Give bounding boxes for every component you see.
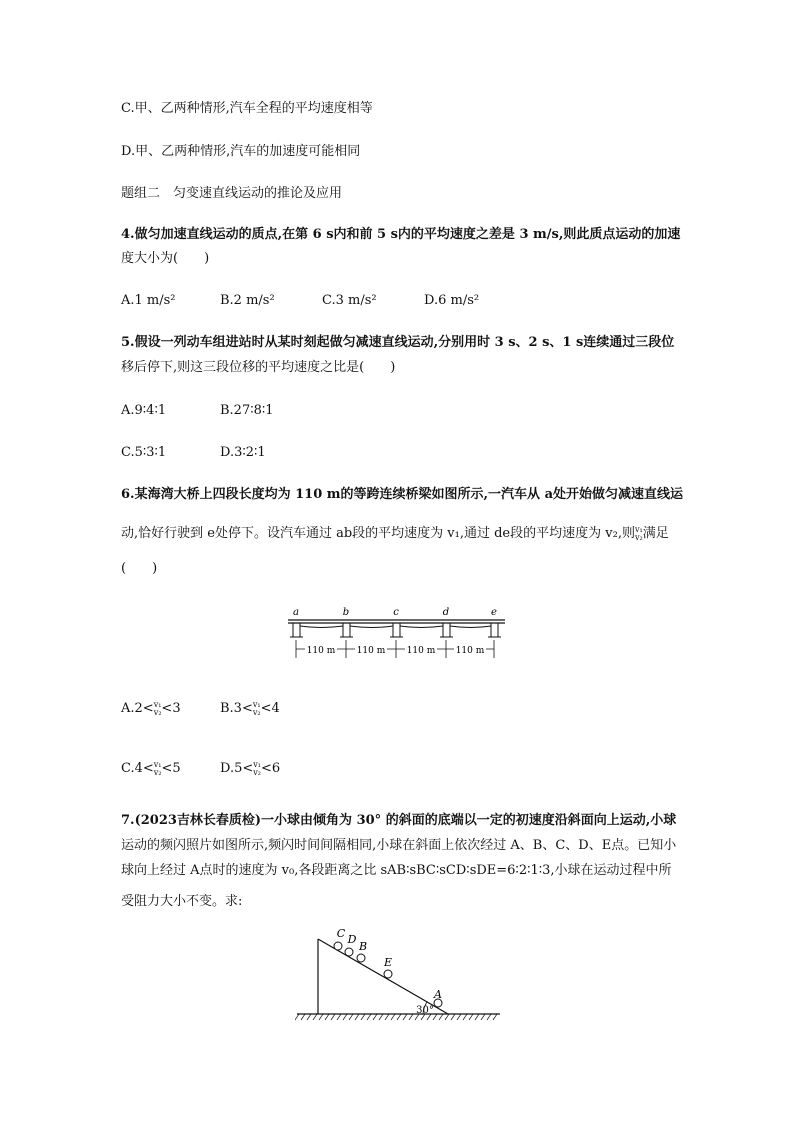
q5-option-a: A.9∶4∶1 [121,403,167,418]
fraction-denominator: v₂ [153,767,162,777]
q6-option-c-post: <5 [161,761,181,776]
fraction-numerator: v₁ [253,759,261,769]
q5-option-c: C.5∶3∶1 [121,445,167,460]
fraction-denominator: v₂ [634,532,643,542]
span-label-ab: 110 m [306,646,336,656]
q6-option-c-fraction [154,761,162,777]
q5-option-d: D.3∶2∶1 [220,445,266,460]
q7-text-2: 运动的频闪照片如图所示,频闪时间间隔相同,小球在斜面上依次经过 A、B、C、D、E点。已知小 [121,838,677,853]
fraction-numerator: v₁ [634,524,643,534]
q7-text-1: 7.(2023吉林长春质检)一小球由倾角为 30° 的斜面的底端以一定的初速度沿斜面向上运动,小球 [121,813,677,828]
q6-option-b [220,700,280,718]
option-c-q3: C.甲、乙两种情形,汽车全程的平均速度相等 [121,101,373,116]
q6-option-d-post: <6 [261,761,281,776]
q4-option-a: A.1 m/s² [121,293,176,308]
q6-option-b-fraction [253,701,261,717]
q6-text-2-pre: 动,恰好行驶到 e处停下。设汽车通过 ab段的平均速度为 v₁,通过 de段的平均速度为 v₂,则 [121,526,635,541]
q4-text-2: 度大小为( ) [121,251,210,266]
q4-option-d: D.6 m/s² [424,293,480,308]
q5-text-2: 移后停下,则这三段位移的平均速度之比是( ) [121,360,396,375]
ball-label-a: A [434,988,442,1001]
ball-label-b: B [358,940,368,953]
q6-text-2-post: 满足 [642,526,669,541]
q6-option-a-pre: A.2< [121,701,154,716]
span-label-bc: 110 m [356,646,386,656]
ball-label-c: C [336,927,346,940]
fraction-denominator: v₂ [153,707,162,717]
q6-option-d [220,760,280,778]
q7-text-4: 受阻力大小不变。求: [121,894,243,909]
bridge-point-b: b [342,607,350,618]
fraction-denominator: v₂ [252,707,261,717]
fraction-numerator: v₁ [252,699,261,709]
q6-option-d-fraction [253,761,261,777]
q4-text-1: 4.做匀加速直线运动的质点,在第 6 s内和前 5 s内的平均速度之差是 3 m/s,则此质点运动的加速 [121,227,681,242]
q6-option-b-post: <4 [260,701,280,716]
q4-option-b: B.2 m/s² [220,293,275,308]
bridge-point-a: a [293,607,299,618]
span-label-de: 110 m [455,646,485,656]
incline-angle-label: 30° [416,1005,434,1016]
ball-label-e: E [383,956,393,969]
q6-text-1: 6.某海湾大桥上四段长度均为 110 m的等跨连续桥梁如图所示,一汽车从 a处开始做匀减速直线运 [121,487,683,502]
q6-option-c-pre: C.4< [121,761,154,776]
fraction-numerator: v₁ [153,699,162,709]
bridge-point-e: e [491,607,497,618]
bridge-point-d: d [442,607,450,618]
q7-text-3: 球向上经过 A点时的速度为 v₀,各段距离之比 sAB∶sBC∶sCD∶sDE=6∶2∶1∶3,小球在运动过程中所 [121,863,672,878]
q6-option-d-pre: D.5< [220,761,254,776]
bridge-point-c: c [393,607,399,618]
ball-label-d: D [347,933,357,946]
q6-option-a-post: <3 [161,701,181,716]
q6-option-a-fraction [154,701,162,717]
option-d-q3: D.甲、乙两种情形,汽车的加速度可能相同 [121,144,361,159]
bridge-diagram [283,602,513,664]
incline-diagram [295,925,505,1025]
q5-option-b: B.27∶8∶1 [220,403,274,418]
fraction-numerator: v₁ [153,759,162,769]
q6-text-2 [121,525,669,543]
q6-option-a [121,700,181,718]
section-heading: 题组二 匀变速直线运动的推论及应用 [121,186,343,201]
fraction-denominator: v₂ [253,767,261,777]
v1-over-v2-fraction [635,526,643,542]
q6-text-3: ( ) [121,561,158,576]
q4-option-c: C.3 m/s² [322,293,377,308]
q5-text-1: 5.假设一列动车组进站时从某时刻起做匀减速直线运动,分别用时 3 s、2 s、1 s连续通过三段位 [121,335,675,350]
q6-option-b-pre: B.3< [220,701,253,716]
span-label-cd: 110 m [406,646,436,656]
q6-option-c [121,760,181,778]
